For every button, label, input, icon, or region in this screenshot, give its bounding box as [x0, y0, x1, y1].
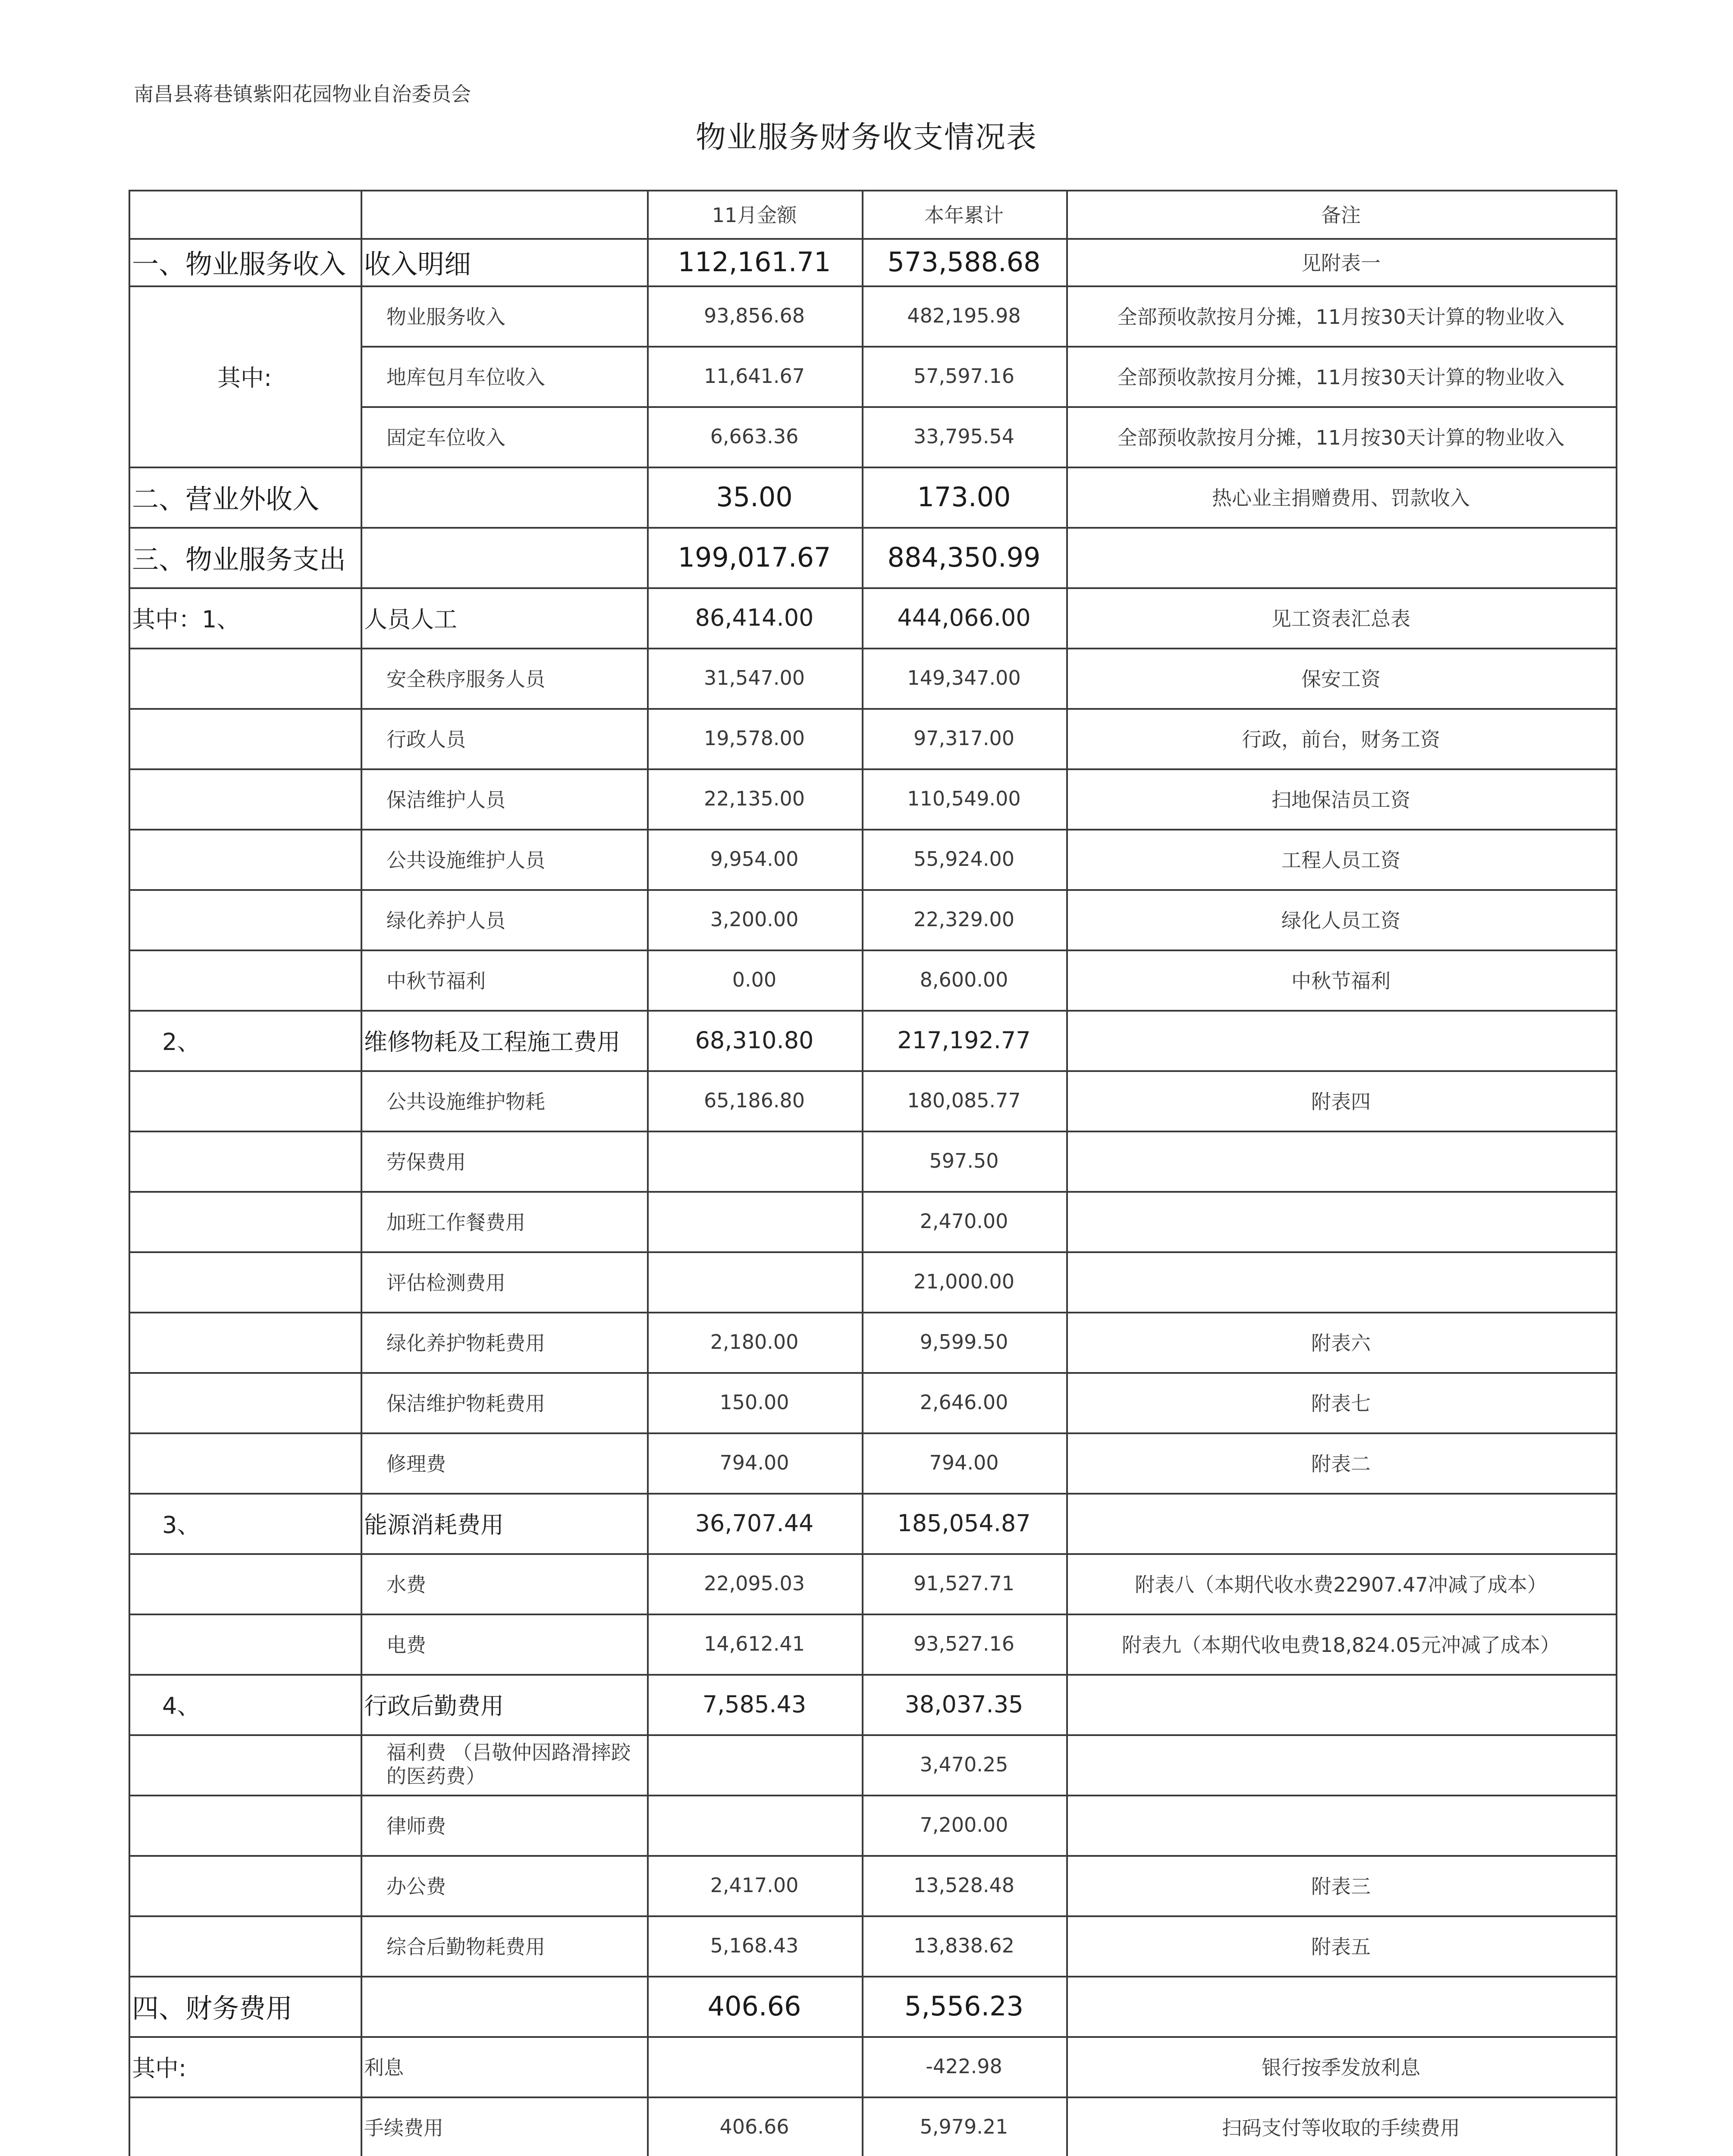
row-month-amount: 31,547.00	[703, 666, 805, 689]
row-item-label: 办公费	[386, 1875, 446, 1898]
row-remark: 附表八（本期代收水费22907.47冲减了成本）	[1135, 1573, 1547, 1596]
row-month-amount: 14,612.41	[703, 1632, 805, 1655]
row-category-label	[132, 768, 361, 829]
row-item-label: 固定车位收入	[386, 426, 505, 449]
row-item-label	[364, 527, 643, 587]
row-year-total: 22,329.00	[913, 908, 1015, 931]
row-item-label: 绿化养护人员	[386, 909, 505, 932]
row-category-label	[132, 1734, 361, 1795]
row-month-amount: 36,707.44	[695, 1509, 814, 1537]
row-item-label: 维修物耗及工程施工费用	[364, 1028, 620, 1056]
row-year-total: 884,350.99	[887, 541, 1041, 573]
row-item-label: 人员人工	[364, 605, 457, 633]
row-category-label: 四、财务费用	[132, 1992, 293, 2024]
row-category-label	[132, 1372, 361, 1432]
row-item-label: 地库包月车位收入	[386, 366, 545, 389]
row-month-amount: 2,180.00	[710, 1330, 799, 1354]
row-remark	[1066, 1674, 1616, 1734]
row-year-total: 38,037.35	[904, 1690, 1023, 1718]
row-item-label: 行政人员	[386, 728, 466, 751]
row-month-amount	[647, 1131, 862, 1191]
row-category-label	[132, 1251, 361, 1312]
row-remark: 全部预收款按月分摊，11月按30天计算的物业收入	[1117, 366, 1565, 389]
row-year-total: 91,527.71	[913, 1572, 1015, 1595]
row-year-total: 3,470.25	[920, 1753, 1008, 1776]
row-year-total: 794.00	[929, 1451, 999, 1474]
row-item-label: 安全秩序服务人员	[386, 667, 545, 691]
row-item-label: 加班工作餐费用	[386, 1211, 525, 1234]
column-divider	[361, 190, 362, 2156]
row-item-label	[364, 467, 643, 527]
row-year-total: 2,470.00	[920, 1210, 1008, 1233]
row-year-total: 597.50	[929, 1149, 999, 1172]
row-year-total: 217,192.77	[897, 1026, 1031, 1054]
row-category-label: 其中：1、	[132, 605, 240, 633]
row-remark: 附表二	[1311, 1452, 1371, 1476]
row-item-label: 物业服务收入	[386, 305, 505, 329]
row-remark: 附表七	[1311, 1392, 1371, 1415]
row-year-total: 55,924.00	[913, 847, 1015, 871]
row-month-amount: 9,954.00	[710, 847, 799, 871]
row-category-label: 一、物业服务收入	[132, 248, 346, 280]
row-category-label: 2、	[162, 1028, 201, 1056]
row-item-label: 利息	[364, 2056, 404, 2079]
row-remark: 附表四	[1311, 1090, 1371, 1113]
row-month-amount: 3,200.00	[710, 908, 799, 931]
row-month-amount: 794.00	[719, 1451, 789, 1474]
row-month-amount: 68,310.80	[695, 1026, 814, 1054]
row-item-label: 修理费	[386, 1452, 446, 1476]
row-year-total: 93,527.16	[913, 1632, 1015, 1655]
row-month-amount	[647, 2036, 862, 2096]
row-month-amount: 11,641.67	[703, 364, 805, 388]
row-category-label	[132, 829, 361, 889]
row-remark: 全部预收款按月分摊，11月按30天计算的物业收入	[1117, 426, 1565, 449]
row-category-label: 二、营业外收入	[132, 483, 320, 515]
row-category-label	[132, 708, 361, 768]
row-item-label: 收入明细	[364, 248, 471, 280]
row-category-label	[132, 648, 361, 708]
row-remark	[1066, 1010, 1616, 1070]
row-remark: 工程人员工资	[1281, 849, 1400, 872]
row-year-total: 173.00	[917, 481, 1011, 513]
row-remark: 附表三	[1311, 1875, 1371, 1898]
row-remark	[1066, 1734, 1616, 1795]
row-month-amount: 406.66	[707, 1990, 801, 2022]
row-month-amount: 19,578.00	[703, 727, 805, 750]
row-remark: 热心业主捐赠费用、罚款收入	[1212, 486, 1470, 510]
row-category-label: 三、物业服务支出	[132, 543, 346, 575]
row-item-label: 水费	[386, 1573, 426, 1596]
row-year-total: 5,979.21	[920, 2115, 1008, 2138]
column-header-c2: 11月金额	[712, 204, 797, 227]
row-month-amount: 199,017.67	[678, 541, 831, 573]
row-category-label: 其中:	[132, 2054, 187, 2082]
row-item-label: 行政后勤费用	[364, 1692, 504, 1720]
row-month-amount: 22,095.03	[703, 1572, 805, 1595]
row-year-total: -422.98	[926, 2055, 1002, 2078]
row-remark: 附表九（本期代收电费18,824.05元冲减了成本）	[1121, 1633, 1560, 1657]
row-year-total: 97,317.00	[913, 727, 1015, 750]
row-year-total: 9,599.50	[920, 1330, 1008, 1354]
row-month-amount: 65,186.80	[703, 1089, 805, 1112]
column-header-c1	[361, 190, 647, 238]
column-divider	[1616, 190, 1617, 2156]
row-remark: 绿化人员工资	[1281, 909, 1400, 932]
row-item-label	[364, 1976, 643, 2036]
row-month-amount: 86,414.00	[695, 604, 814, 631]
row-year-total: 444,066.00	[897, 604, 1031, 631]
row-category-label	[132, 1432, 361, 1493]
column-header-c4: 备注	[1321, 204, 1361, 227]
row-year-total: 482,195.98	[907, 304, 1021, 327]
row-category-label: 3、	[162, 1511, 201, 1539]
row-item-label: 电费	[386, 1633, 426, 1657]
row-remark: 全部预收款按月分摊，11月按30天计算的物业收入	[1117, 305, 1565, 329]
row-category-label	[132, 1614, 361, 1674]
row-remark: 附表六	[1311, 1332, 1371, 1355]
row-remark	[1066, 1251, 1616, 1312]
row-year-total: 57,597.16	[913, 364, 1015, 388]
row-category-label	[132, 950, 361, 1010]
row-year-total: 13,838.62	[913, 1934, 1015, 1957]
row-category-label: 其中:	[217, 364, 272, 392]
row-month-amount: 93,856.68	[703, 304, 805, 327]
row-item-label: 绿化养护物耗费用	[386, 1332, 545, 1355]
row-remark	[1066, 1131, 1616, 1191]
row-remark	[1066, 1795, 1616, 1855]
row-remark: 见附表一	[1301, 251, 1381, 275]
row-month-amount	[647, 1191, 862, 1251]
row-month-amount	[647, 1251, 862, 1312]
row-year-total: 110,549.00	[907, 787, 1021, 810]
row-month-amount: 5,168.43	[710, 1934, 799, 1957]
row-year-total: 149,347.00	[907, 666, 1021, 689]
row-remark	[1066, 527, 1616, 587]
org-name: 南昌县蒋巷镇紫阳花园物业自治委员会	[134, 82, 471, 106]
row-remark: 中秋节福利	[1291, 969, 1391, 993]
row-category-label	[132, 1070, 361, 1131]
row-category-label	[132, 1915, 361, 1976]
page-title: 物业服务财务收支情况表	[696, 119, 1037, 155]
column-divider	[129, 190, 130, 2156]
row-category-label	[132, 1553, 361, 1614]
row-month-amount	[647, 1734, 862, 1795]
row-year-total: 21,000.00	[913, 1270, 1015, 1293]
row-year-total: 180,085.77	[907, 1089, 1021, 1112]
row-item-label: 公共设施维护物耗	[386, 1090, 545, 1113]
row-category-label	[132, 2096, 361, 2156]
row-month-amount: 7,585.43	[702, 1690, 807, 1718]
row-month-amount	[647, 1795, 862, 1855]
row-remark: 行政，前台，财务工资	[1242, 728, 1440, 751]
row-item-label: 中秋节福利	[386, 969, 486, 993]
row-month-amount: 406.66	[719, 2115, 789, 2138]
row-month-amount: 6,663.36	[710, 425, 799, 448]
row-remark: 扫码支付等收取的手续费用	[1222, 2116, 1460, 2140]
row-year-total: 5,556.23	[904, 1990, 1024, 2022]
row-year-total: 13,528.48	[913, 1874, 1015, 1897]
row-category-label	[132, 1312, 361, 1372]
row-item-label: 评估检测费用	[386, 1271, 505, 1294]
row-category-label: 4、	[162, 1692, 201, 1720]
row-category-label	[132, 889, 361, 950]
row-remark: 保安工资	[1301, 667, 1381, 691]
row-remark: 扫地保洁员工资	[1271, 788, 1410, 812]
row-item-label: 能源消耗费用	[364, 1511, 504, 1539]
row-year-total: 573,588.68	[887, 246, 1041, 278]
row-category-label	[132, 1855, 361, 1915]
row-year-total: 8,600.00	[920, 968, 1008, 991]
row-month-amount: 112,161.71	[678, 246, 831, 278]
row-item-label: 劳保费用	[386, 1150, 466, 1174]
row-item-label: 律师费	[386, 1814, 446, 1838]
row-item-label: 综合后勤物耗费用	[386, 1935, 545, 1959]
column-header-c0	[129, 190, 361, 238]
row-item-label: 公共设施维护人员	[386, 849, 545, 872]
row-month-amount: 2,417.00	[710, 1874, 799, 1897]
row-item-label: 手续费用	[364, 2116, 443, 2140]
row-remark: 附表五	[1311, 1935, 1371, 1959]
row-month-amount: 35.00	[716, 481, 793, 513]
column-header-c3: 本年累计	[924, 204, 1004, 227]
row-remark	[1066, 1976, 1616, 2036]
row-item-label: 福利费 （吕敬仲因路滑摔跤的医药费）	[386, 1740, 631, 1788]
row-year-total: 2,646.00	[920, 1391, 1008, 1414]
row-remark: 见工资表汇总表	[1271, 607, 1410, 630]
row-item-label: 保洁维护物耗费用	[386, 1392, 545, 1415]
finance-table	[129, 190, 1616, 2156]
row-category-label	[132, 1131, 361, 1191]
row-month-amount: 22,135.00	[703, 787, 805, 810]
row-category-label	[132, 1795, 361, 1855]
row-month-amount: 0.00	[732, 968, 777, 991]
row-remark	[1066, 1493, 1616, 1553]
row-category-label	[132, 1191, 361, 1251]
row-year-total: 185,054.87	[897, 1509, 1031, 1537]
row-remark	[1066, 1191, 1616, 1251]
row-item-label: 保洁维护人员	[386, 788, 505, 812]
row-year-total: 33,795.54	[913, 425, 1015, 448]
row-month-amount: 150.00	[719, 1391, 789, 1414]
row-year-total: 7,200.00	[920, 1813, 1008, 1836]
row-remark: 银行按季发放利息	[1262, 2056, 1420, 2079]
